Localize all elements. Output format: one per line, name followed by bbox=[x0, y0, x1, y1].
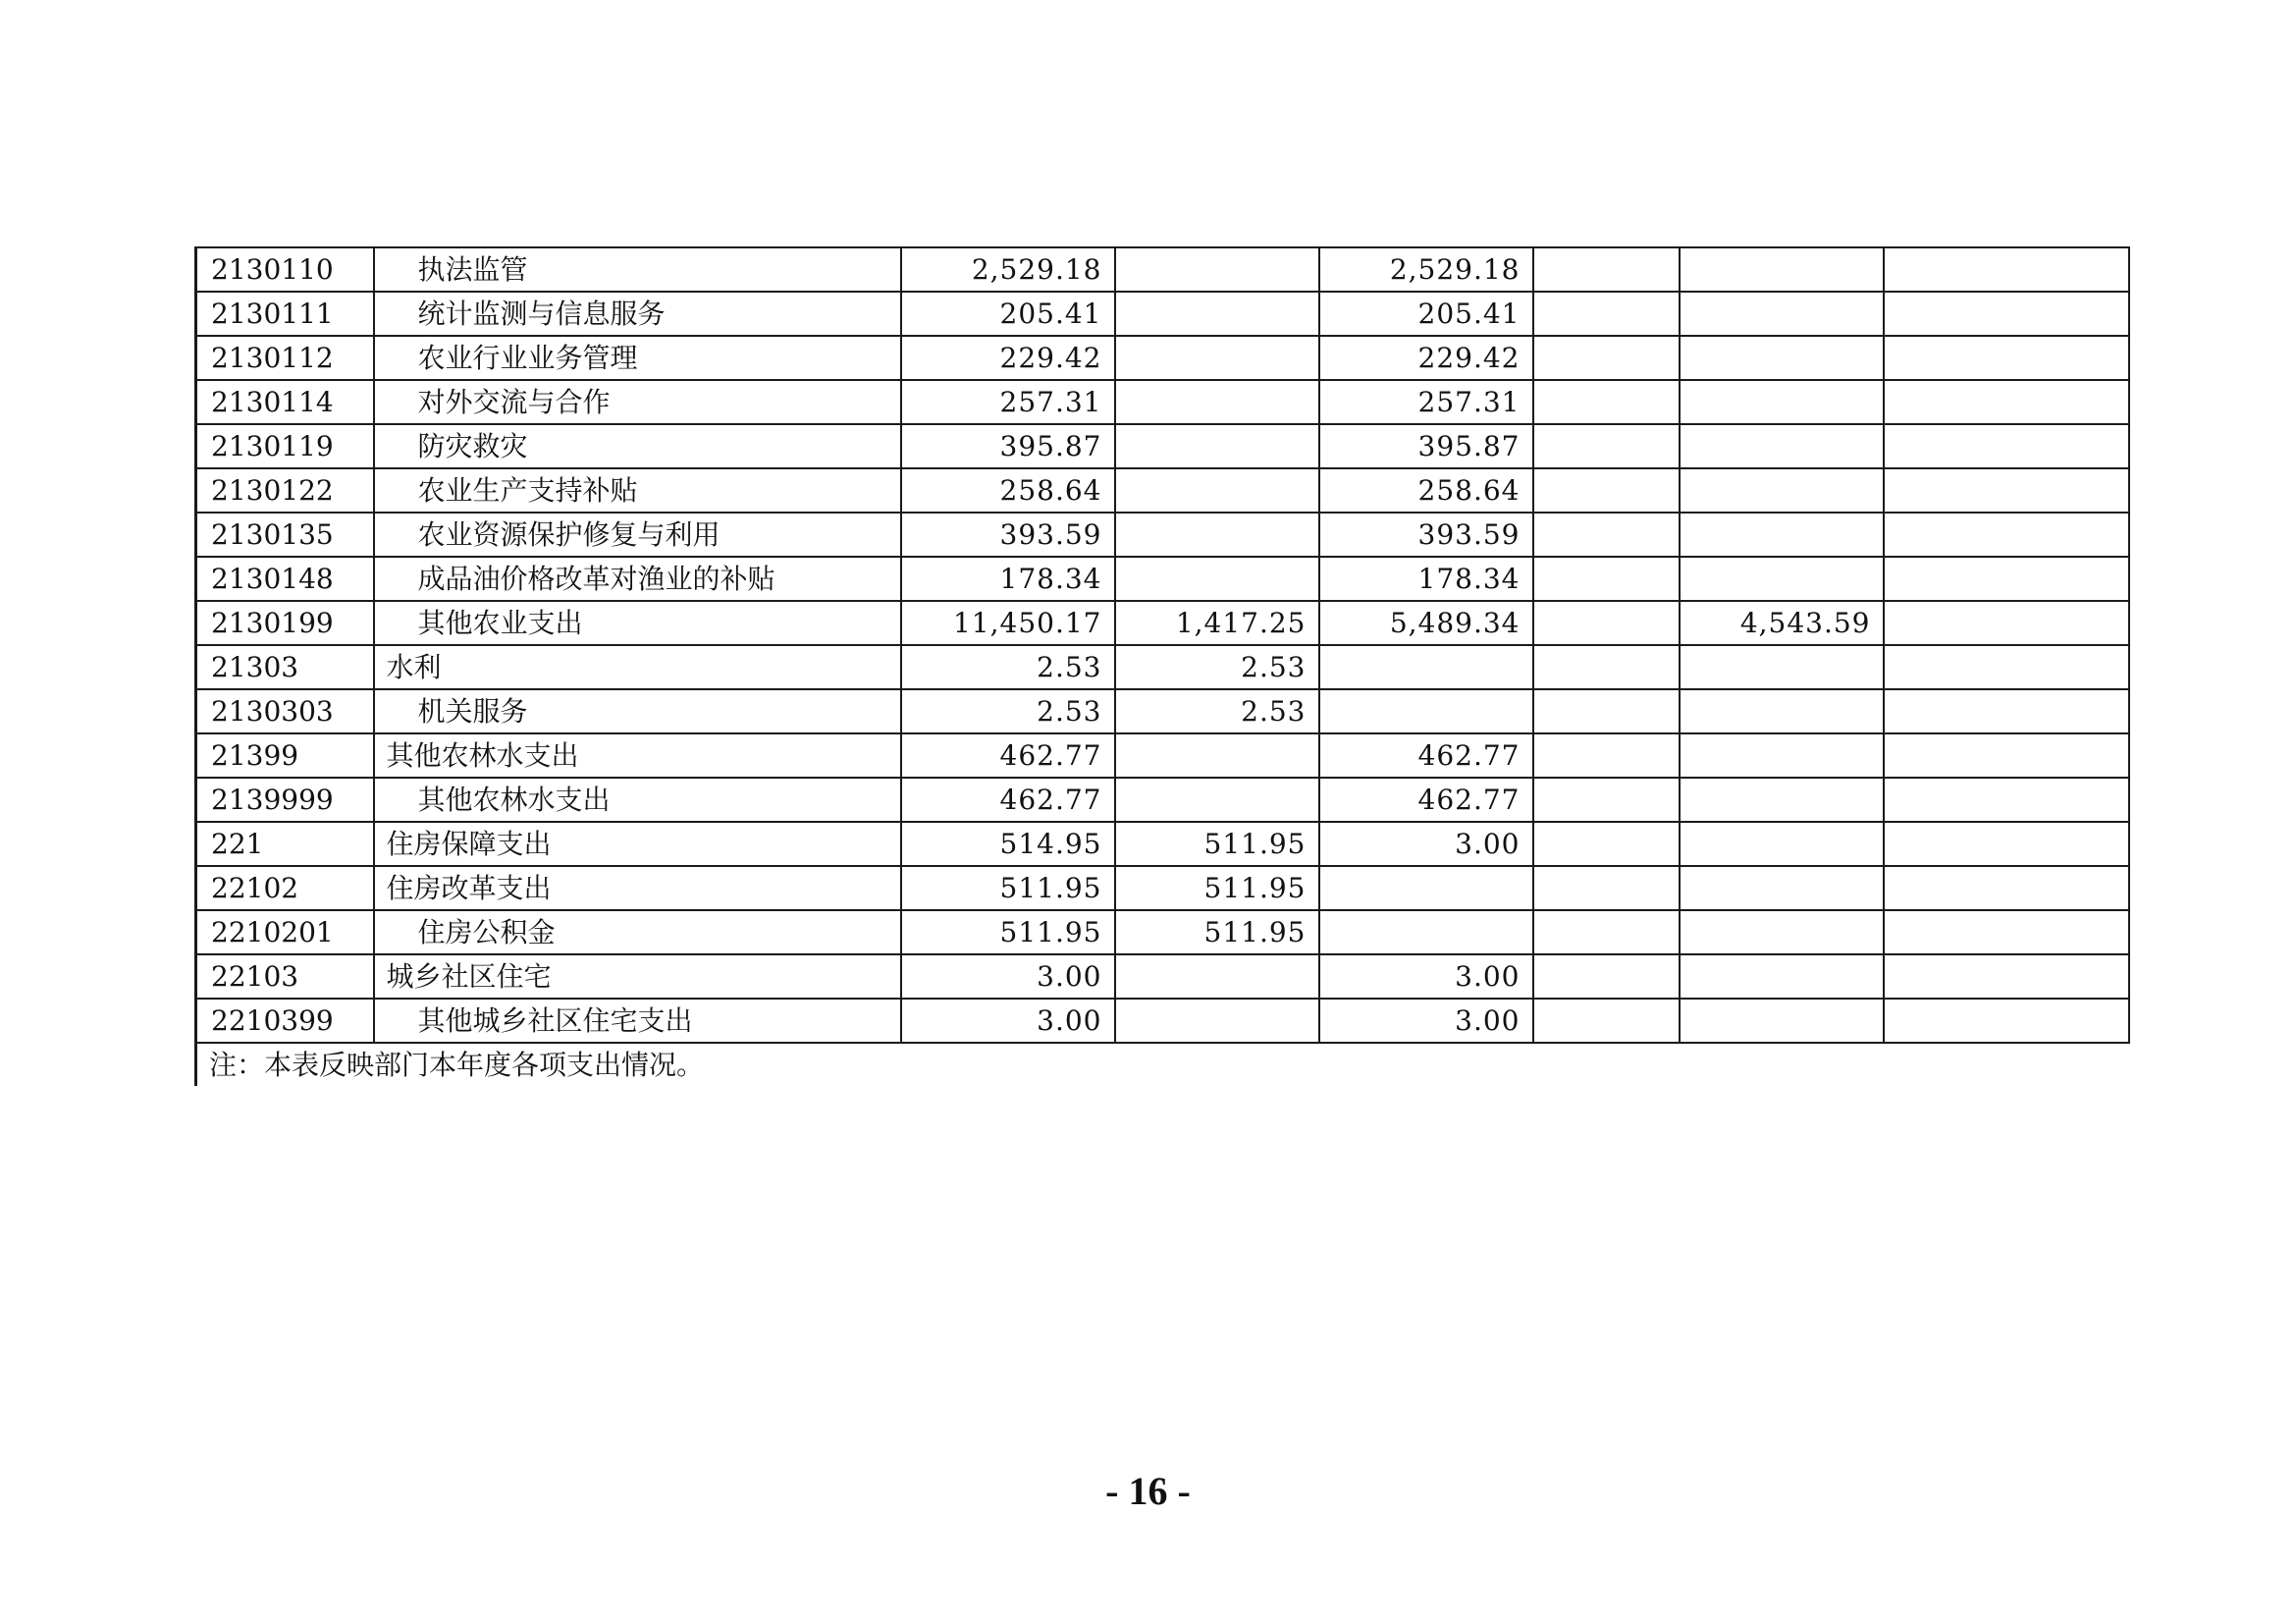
row-amount-v5 bbox=[1680, 513, 1884, 557]
row-amount-v5 bbox=[1680, 557, 1884, 601]
row-amount-v6 bbox=[1884, 513, 2129, 557]
row-amount-v4 bbox=[1533, 866, 1680, 910]
row-code: 2130135 bbox=[196, 513, 374, 557]
row-amount-v2 bbox=[1115, 557, 1319, 601]
table-row bbox=[196, 645, 2129, 689]
row-amount-v1: 11,450.17 bbox=[901, 601, 1115, 645]
table-row bbox=[196, 292, 2129, 336]
row-amount-v5 bbox=[1680, 866, 1884, 910]
row-name: 农业行业业务管理 bbox=[374, 336, 901, 380]
row-amount-v6 bbox=[1884, 954, 2129, 999]
row-name: 水利 bbox=[374, 645, 901, 689]
row-amount-v4 bbox=[1533, 822, 1680, 866]
row-amount-v1: 511.95 bbox=[901, 910, 1115, 954]
row-code: 2210399 bbox=[196, 999, 374, 1043]
row-amount-v5 bbox=[1680, 247, 1884, 292]
row-amount-v1: 257.31 bbox=[901, 380, 1115, 424]
row-amount-v6 bbox=[1884, 822, 2129, 866]
table-row bbox=[196, 689, 2129, 733]
row-amount-v3: 393.59 bbox=[1319, 513, 1533, 557]
row-amount-v2: 511.95 bbox=[1115, 822, 1319, 866]
row-amount-v5 bbox=[1680, 910, 1884, 954]
row-code: 2130119 bbox=[196, 424, 374, 468]
row-amount-v5 bbox=[1680, 336, 1884, 380]
row-amount-v2: 511.95 bbox=[1115, 910, 1319, 954]
row-amount-v4 bbox=[1533, 999, 1680, 1043]
row-amount-v6 bbox=[1884, 999, 2129, 1043]
row-amount-v1: 205.41 bbox=[901, 292, 1115, 336]
row-amount-v2 bbox=[1115, 999, 1319, 1043]
row-amount-v4 bbox=[1533, 336, 1680, 380]
row-amount-v2 bbox=[1115, 336, 1319, 380]
row-amount-v3 bbox=[1319, 645, 1533, 689]
row-amount-v6 bbox=[1884, 601, 2129, 645]
row-amount-v1: 229.42 bbox=[901, 336, 1115, 380]
row-code: 2130148 bbox=[196, 557, 374, 601]
row-code: 2139999 bbox=[196, 778, 374, 822]
row-amount-v5 bbox=[1680, 954, 1884, 999]
row-amount-v4 bbox=[1533, 424, 1680, 468]
table-row bbox=[196, 822, 2129, 866]
row-amount-v3: 5,489.34 bbox=[1319, 601, 1533, 645]
row-amount-v4 bbox=[1533, 513, 1680, 557]
row-amount-v4 bbox=[1533, 601, 1680, 645]
row-amount-v4 bbox=[1533, 689, 1680, 733]
row-amount-v1: 2.53 bbox=[901, 645, 1115, 689]
table-row bbox=[196, 954, 2129, 999]
row-amount-v1: 511.95 bbox=[901, 866, 1115, 910]
row-amount-v4 bbox=[1533, 778, 1680, 822]
row-name: 其他城乡社区住宅支出 bbox=[374, 999, 901, 1043]
row-amount-v5 bbox=[1680, 292, 1884, 336]
note-row bbox=[196, 1043, 2129, 1086]
row-amount-v3: 2,529.18 bbox=[1319, 247, 1533, 292]
row-code: 2210201 bbox=[196, 910, 374, 954]
row-code: 2130199 bbox=[196, 601, 374, 645]
row-amount-v2 bbox=[1115, 954, 1319, 999]
row-amount-v1: 3.00 bbox=[901, 999, 1115, 1043]
row-name: 农业生产支持补贴 bbox=[374, 468, 901, 513]
row-amount-v2 bbox=[1115, 468, 1319, 513]
row-name: 城乡社区住宅 bbox=[374, 954, 901, 999]
row-amount-v5 bbox=[1680, 645, 1884, 689]
row-amount-v4 bbox=[1533, 468, 1680, 513]
row-amount-v3: 178.34 bbox=[1319, 557, 1533, 601]
row-name: 住房保障支出 bbox=[374, 822, 901, 866]
row-amount-v5 bbox=[1680, 689, 1884, 733]
row-amount-v2 bbox=[1115, 424, 1319, 468]
row-amount-v1: 2,529.18 bbox=[901, 247, 1115, 292]
table-row bbox=[196, 866, 2129, 910]
row-code: 2130110 bbox=[196, 247, 374, 292]
table-row bbox=[196, 336, 2129, 380]
row-code: 22102 bbox=[196, 866, 374, 910]
row-name: 机关服务 bbox=[374, 689, 901, 733]
row-amount-v3: 3.00 bbox=[1319, 822, 1533, 866]
row-amount-v1: 462.77 bbox=[901, 778, 1115, 822]
table-row bbox=[196, 999, 2129, 1043]
row-amount-v4 bbox=[1533, 557, 1680, 601]
table-row bbox=[196, 778, 2129, 822]
row-name: 统计监测与信息服务 bbox=[374, 292, 901, 336]
row-amount-v3 bbox=[1319, 689, 1533, 733]
row-amount-v6 bbox=[1884, 778, 2129, 822]
row-amount-v2 bbox=[1115, 247, 1319, 292]
row-amount-v3: 462.77 bbox=[1319, 778, 1533, 822]
row-amount-v6 bbox=[1884, 292, 2129, 336]
row-code: 2130112 bbox=[196, 336, 374, 380]
row-amount-v1: 3.00 bbox=[901, 954, 1115, 999]
page-number: - 16 - bbox=[1105, 1469, 1191, 1513]
row-name: 对外交流与合作 bbox=[374, 380, 901, 424]
row-code: 221 bbox=[196, 822, 374, 866]
row-amount-v3: 462.77 bbox=[1319, 733, 1533, 778]
row-code: 2130303 bbox=[196, 689, 374, 733]
table-row bbox=[196, 424, 2129, 468]
table-row bbox=[196, 601, 2129, 645]
row-amount-v5 bbox=[1680, 822, 1884, 866]
row-amount-v4 bbox=[1533, 292, 1680, 336]
row-code: 2130111 bbox=[196, 292, 374, 336]
row-code: 22103 bbox=[196, 954, 374, 999]
row-amount-v5 bbox=[1680, 468, 1884, 513]
row-amount-v4 bbox=[1533, 954, 1680, 999]
table-row bbox=[196, 513, 2129, 557]
row-amount-v4 bbox=[1533, 645, 1680, 689]
row-amount-v5 bbox=[1680, 778, 1884, 822]
row-amount-v5: 4,543.59 bbox=[1680, 601, 1884, 645]
row-name: 其他农林水支出 bbox=[374, 778, 901, 822]
row-amount-v5 bbox=[1680, 733, 1884, 778]
row-amount-v6 bbox=[1884, 336, 2129, 380]
row-amount-v3: 257.31 bbox=[1319, 380, 1533, 424]
row-code: 2130122 bbox=[196, 468, 374, 513]
row-amount-v6 bbox=[1884, 866, 2129, 910]
row-name: 执法监管 bbox=[374, 247, 901, 292]
row-amount-v1: 395.87 bbox=[901, 424, 1115, 468]
row-code: 21303 bbox=[196, 645, 374, 689]
row-name: 住房公积金 bbox=[374, 910, 901, 954]
row-amount-v3 bbox=[1319, 866, 1533, 910]
table-row bbox=[196, 468, 2129, 513]
row-name: 住房改革支出 bbox=[374, 866, 901, 910]
row-amount-v1: 178.34 bbox=[901, 557, 1115, 601]
row-amount-v3: 229.42 bbox=[1319, 336, 1533, 380]
row-amount-v6 bbox=[1884, 424, 2129, 468]
row-code: 21399 bbox=[196, 733, 374, 778]
table-body bbox=[196, 247, 2129, 1043]
row-amount-v6 bbox=[1884, 910, 2129, 954]
row-amount-v3: 3.00 bbox=[1319, 954, 1533, 999]
row-amount-v6 bbox=[1884, 689, 2129, 733]
expenditure-table bbox=[194, 246, 2130, 1086]
row-amount-v3: 395.87 bbox=[1319, 424, 1533, 468]
row-amount-v2 bbox=[1115, 380, 1319, 424]
row-name: 防灾救灾 bbox=[374, 424, 901, 468]
table-note: 注：本表反映部门本年度各项支出情况。 bbox=[196, 1043, 2129, 1086]
row-amount-v6 bbox=[1884, 468, 2129, 513]
row-amount-v4 bbox=[1533, 247, 1680, 292]
row-amount-v5 bbox=[1680, 380, 1884, 424]
table-row bbox=[196, 733, 2129, 778]
row-amount-v3: 205.41 bbox=[1319, 292, 1533, 336]
row-amount-v2: 2.53 bbox=[1115, 645, 1319, 689]
row-amount-v4 bbox=[1533, 733, 1680, 778]
table-row bbox=[196, 380, 2129, 424]
row-name: 其他农业支出 bbox=[374, 601, 901, 645]
row-name: 其他农林水支出 bbox=[374, 733, 901, 778]
row-amount-v2: 2.53 bbox=[1115, 689, 1319, 733]
row-amount-v2 bbox=[1115, 733, 1319, 778]
row-amount-v1: 2.53 bbox=[901, 689, 1115, 733]
row-amount-v2 bbox=[1115, 292, 1319, 336]
row-amount-v4 bbox=[1533, 910, 1680, 954]
row-amount-v1: 462.77 bbox=[901, 733, 1115, 778]
row-amount-v1: 258.64 bbox=[901, 468, 1115, 513]
row-amount-v6 bbox=[1884, 380, 2129, 424]
row-amount-v6 bbox=[1884, 247, 2129, 292]
row-amount-v6 bbox=[1884, 557, 2129, 601]
row-amount-v5 bbox=[1680, 999, 1884, 1043]
row-amount-v1: 514.95 bbox=[901, 822, 1115, 866]
table-row bbox=[196, 557, 2129, 601]
row-amount-v1: 393.59 bbox=[901, 513, 1115, 557]
row-amount-v3 bbox=[1319, 910, 1533, 954]
table-row bbox=[196, 910, 2129, 954]
row-amount-v5 bbox=[1680, 424, 1884, 468]
row-amount-v2: 1,417.25 bbox=[1115, 601, 1319, 645]
row-amount-v2 bbox=[1115, 778, 1319, 822]
row-amount-v2: 511.95 bbox=[1115, 866, 1319, 910]
row-amount-v6 bbox=[1884, 645, 2129, 689]
row-name: 成品油价格改革对渔业的补贴 bbox=[374, 557, 901, 601]
row-amount-v4 bbox=[1533, 380, 1680, 424]
row-code: 2130114 bbox=[196, 380, 374, 424]
row-amount-v2 bbox=[1115, 513, 1319, 557]
row-amount-v3: 258.64 bbox=[1319, 468, 1533, 513]
row-amount-v6 bbox=[1884, 733, 2129, 778]
row-amount-v3: 3.00 bbox=[1319, 999, 1533, 1043]
row-name: 农业资源保护修复与利用 bbox=[374, 513, 901, 557]
table-row bbox=[196, 247, 2129, 292]
